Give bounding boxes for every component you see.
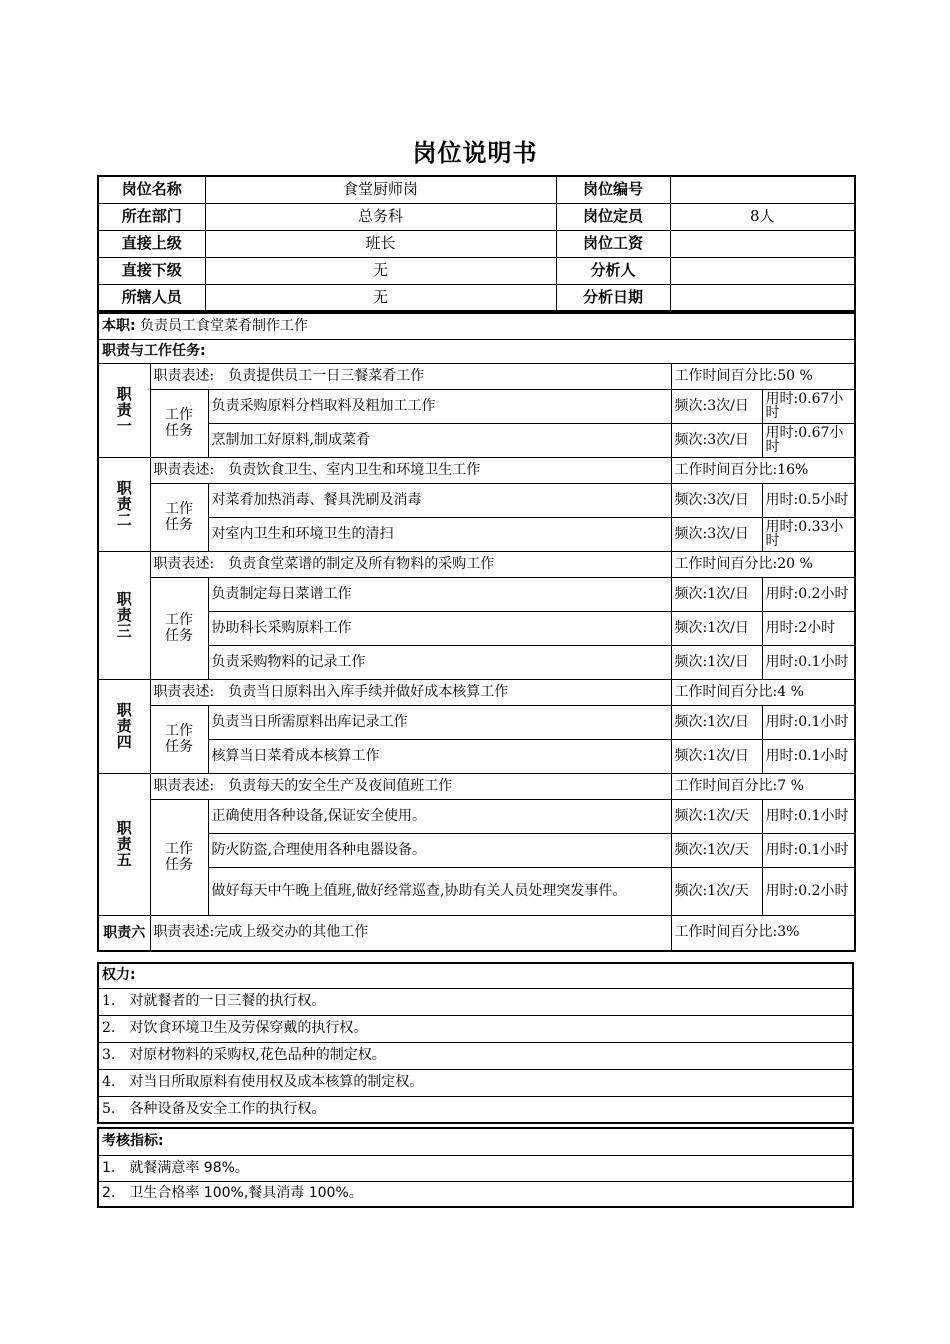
work-task-label: [150, 577, 208, 679]
task-hours: 用时:0.2小时: [762, 867, 855, 915]
task-text: 负责当日所需原料出库记录工作: [208, 705, 671, 739]
task-text: 负责制定每日菜谱工作: [208, 577, 671, 611]
duty-time-percent: 工作时间百分比:16%: [671, 457, 855, 483]
task-text: 对室内卫生和环境卫生的清扫: [208, 517, 671, 551]
work-task-label: [150, 799, 208, 915]
duty-desc: 职责表述: 负责每天的安全生产及夜间值班工作: [150, 773, 671, 799]
duty-name: 职责四: [116, 701, 132, 751]
main-duty-row: [98, 313, 855, 339]
power-item: 3. 对原材物料的采购权,花色品种的制定权。: [98, 1042, 853, 1069]
position-no-label: 岗位编号: [556, 176, 670, 203]
work-task-text: 工作任务: [165, 723, 193, 755]
kpi-item: 2. 卫生合格率 100%,餐具消毒 100%。: [98, 1181, 853, 1207]
task-frequency: 频次:1次/日: [671, 577, 762, 611]
salary-label: 岗位工资: [556, 230, 670, 257]
duties-section-label: 职责与工作任务:: [98, 339, 855, 363]
duty-name: 职责二: [116, 479, 132, 529]
duty-desc: 职责表述: 负责提供员工一日三餐菜肴工作: [150, 363, 671, 389]
duty-desc: 职责表述: 负责食堂菜谱的制定及所有物料的采购工作: [150, 551, 671, 577]
headcount-value: 8人: [670, 203, 855, 230]
powers-label: 权力:: [98, 963, 853, 988]
task-frequency: 频次:1次/日: [671, 739, 762, 773]
task-frequency: 频次:1次/天: [671, 799, 762, 833]
task-hours: 用时:0.5小时: [762, 483, 855, 517]
staff-value: 无: [205, 284, 556, 311]
task-hours: 用时:0.33小时: [762, 517, 855, 551]
task-hours: 用时:0.2小时: [762, 577, 855, 611]
duty-time-percent: 工作时间百分比:50 %: [671, 363, 855, 389]
task-text: 负责采购原料分档取料及粗加工工作: [208, 389, 671, 423]
duty-6-label: 职责六: [98, 915, 150, 951]
duty-label: [98, 679, 150, 773]
work-task-text: 工作任务: [165, 407, 193, 439]
power-item: 4. 对当日所取原料有使用权及成本核算的制定权。: [98, 1069, 853, 1096]
task-text: 正确使用各种设备,保证安全使用。: [208, 799, 671, 833]
power-item: 1. 对就餐者的一日三餐的执行权。: [98, 988, 853, 1015]
task-frequency: 频次:1次/日: [671, 611, 762, 645]
work-task-label: [150, 483, 208, 551]
page-title: 岗位说明书: [412, 139, 538, 167]
task-text: 核算当日菜肴成本核算工作: [208, 739, 671, 773]
main-duty-text: 负责员工食堂菜肴制作工作: [140, 317, 309, 334]
position-name-value: 食堂厨师岗: [205, 176, 556, 203]
department-value: 总务科: [205, 203, 556, 230]
task-hours: 用时:0.1小时: [762, 739, 855, 773]
duty-6-desc: 职责表述:完成上级交办的其他工作: [150, 915, 671, 951]
task-text: 防火防盗,合理使用各种电器设备。: [208, 833, 671, 867]
duty-label: [98, 363, 150, 457]
task-hours: 用时:2小时: [762, 611, 855, 645]
salary-value: [670, 230, 855, 257]
duty-desc: 职责表述: 负责饮食卫生、室内卫生和环境卫生工作: [150, 457, 671, 483]
task-hours: 用时:0.1小时: [762, 705, 855, 739]
position-name-label: 岗位名称: [98, 176, 205, 203]
work-task-text: 工作任务: [165, 501, 193, 533]
task-hours: 用时:0.1小时: [762, 833, 855, 867]
analyst-value: [670, 257, 855, 284]
duties-table: [97, 312, 856, 952]
superior-value: 班长: [205, 230, 556, 257]
task-frequency: 频次:3次/日: [671, 389, 762, 423]
work-task-text: 工作任务: [165, 841, 193, 873]
task-text: 协助科长采购原料工作: [208, 611, 671, 645]
task-frequency: 频次:3次/日: [671, 517, 762, 551]
task-frequency: 频次:1次/天: [671, 867, 762, 915]
subordinate-value: 无: [205, 257, 556, 284]
task-text: 对菜肴加热消毒、餐具洗刷及消毒: [208, 483, 671, 517]
kpi-label: 考核指标:: [98, 1128, 853, 1155]
task-text: 烹制加工好原料,制成菜肴: [208, 423, 671, 457]
work-task-label: [150, 705, 208, 773]
subordinate-label: 直接下级: [98, 257, 205, 284]
duty-name: 职责一: [116, 385, 132, 435]
power-item: 5. 各种设备及安全工作的执行权。: [98, 1096, 853, 1123]
task-hours: 用时:0.67小时: [762, 389, 855, 423]
duty-time-percent: 工作时间百分比:4 %: [671, 679, 855, 705]
task-hours: 用时:0.1小时: [762, 799, 855, 833]
task-frequency: 频次:3次/日: [671, 423, 762, 457]
duty-label: [98, 457, 150, 551]
position-info-table: [97, 175, 856, 312]
task-hours: 用时:0.67小时: [762, 423, 855, 457]
task-frequency: 频次:1次/日: [671, 705, 762, 739]
duty-label: [98, 551, 150, 679]
powers-table: [97, 962, 854, 1124]
task-text: 负责采购物料的记录工作: [208, 645, 671, 679]
work-task-text: 工作任务: [165, 612, 193, 644]
duty-6-time: 工作时间百分比:3%: [671, 915, 855, 951]
duty-name: 职责三: [116, 590, 132, 640]
power-item: 2. 对饮食环境卫生及劳保穿戴的执行权。: [98, 1015, 853, 1042]
analysis-date-value: [670, 284, 855, 311]
main-duty-label: 本职:: [102, 317, 136, 334]
kpi-table: [97, 1127, 854, 1208]
task-text: 做好每天中午晚上值班,做好经常巡查,协助有关人员处理突发事件。: [208, 867, 671, 915]
duty-desc: 职责表述: 负责当日原料出入库手续并做好成本核算工作: [150, 679, 671, 705]
department-label: 所在部门: [98, 203, 205, 230]
work-task-label: [150, 389, 208, 457]
kpi-item: 1. 就餐满意率 98%。: [98, 1155, 853, 1181]
duty-label: [98, 773, 150, 915]
task-frequency: 频次:1次/天: [671, 833, 762, 867]
analysis-date-label: 分析日期: [556, 284, 670, 311]
position-no-value: [670, 176, 855, 203]
superior-label: 直接上级: [98, 230, 205, 257]
staff-label: 所辖人员: [98, 284, 205, 311]
task-hours: 用时:0.1小时: [762, 645, 855, 679]
headcount-label: 岗位定员: [556, 203, 670, 230]
task-frequency: 频次:1次/日: [671, 645, 762, 679]
task-frequency: 频次:3次/日: [671, 483, 762, 517]
duty-time-percent: 工作时间百分比:20 %: [671, 551, 855, 577]
duty-name: 职责五: [116, 819, 132, 869]
duty-time-percent: 工作时间百分比:7 %: [671, 773, 855, 799]
analyst-label: 分析人: [556, 257, 670, 284]
